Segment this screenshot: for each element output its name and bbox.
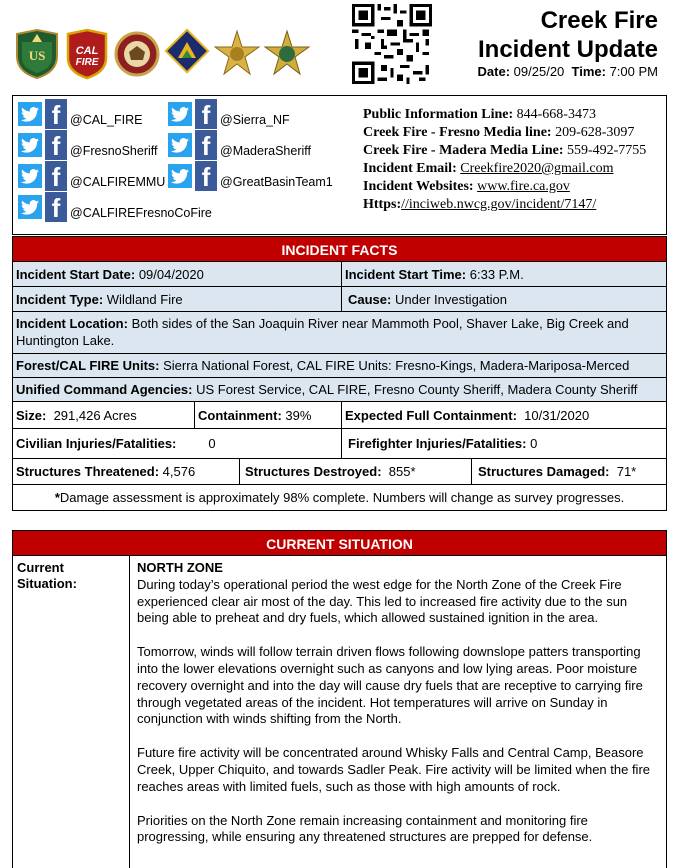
incident-facts-heading: INCIDENT FACTS	[12, 236, 667, 262]
contact-value[interactable]: 559-492-7755	[566, 143, 647, 158]
social-item[interactable]	[168, 130, 311, 160]
website-link[interactable]: www.fire.ca.gov	[477, 179, 570, 194]
date-value: 09/25/20	[513, 64, 565, 79]
twitter-icon[interactable]	[18, 102, 42, 126]
social-item[interactable]	[18, 192, 212, 222]
social-handle[interactable]: @FresnoSheriff	[70, 144, 158, 158]
social-item[interactable]	[18, 161, 165, 191]
date-label: Date:	[477, 64, 511, 79]
location-cell	[13, 312, 666, 353]
social-handle[interactable]: @CALFIREMMU	[70, 175, 166, 189]
time-value: 7:00 PM	[609, 64, 658, 79]
situation-body	[12, 556, 667, 868]
fresno-media-line	[363, 124, 646, 142]
civilian-cell	[13, 429, 341, 458]
contact-info	[363, 106, 646, 214]
full-containment-value: 10/31/2020	[524, 407, 590, 423]
firefighter-value: 0	[530, 436, 538, 451]
type-cell	[13, 287, 341, 311]
note-asterisk: *	[54, 490, 60, 505]
full-containment-label: Expected Full Containment:	[345, 407, 517, 423]
cause-value: Under Investigation	[394, 291, 507, 307]
zone-heading: NORTH ZONE	[137, 560, 223, 575]
contact-label: Creek Fire - Madera Media Line:	[363, 143, 564, 158]
fresno-sheriff-seal-icon	[114, 28, 160, 80]
type-value: Wildland Fire	[106, 291, 183, 307]
destroyed-value: 855*	[388, 464, 416, 479]
social-item[interactable]	[18, 99, 142, 129]
location-label: Incident Location:	[16, 316, 128, 331]
document-title	[478, 6, 658, 64]
svg-text:FIRE: FIRE	[75, 57, 99, 68]
contact-box	[12, 95, 667, 235]
star-badge-icon	[214, 28, 260, 80]
situation-paragraph: Future fire activity will be concentrated around Whisky Falls and Central Camp, Beasore Creek, Upper Chiquito, and towards Sadler Peak. Fire activity will be limited when the fire reaches areas with limited fuels, such as those with high amounts of rock.	[137, 745, 651, 794]
contact-label: Https:	[363, 197, 402, 212]
civilian-label: Civilian Injuries/Fatalities:	[16, 436, 177, 451]
svg-text:CAL: CAL	[75, 45, 99, 57]
social-handle[interactable]: @CALFIREFresnoCoFire	[70, 206, 212, 220]
contact-label: Creek Fire - Fresno Media line:	[363, 125, 552, 140]
contact-label: Public Information Line:	[363, 107, 514, 122]
contact-label: Incident Websites:	[363, 179, 474, 194]
threatened-label: Structures Threatened:	[16, 464, 160, 479]
size-cell	[13, 402, 194, 428]
social-handle[interactable]: @CAL_FIRE	[70, 113, 143, 127]
facts-row-type	[12, 287, 667, 312]
contact-label: Incident Email:	[363, 161, 457, 176]
contact-value[interactable]: 844-668-3473	[516, 107, 596, 122]
twitter-icon[interactable]	[18, 195, 42, 219]
start-time-cell	[341, 262, 666, 286]
destroyed-label: Structures Destroyed:	[245, 464, 382, 479]
forest-service-shield-icon	[14, 28, 60, 80]
location-value: Both sides of the San Joaquin River near Mammoth Pool, Shaver Lake, Big Creek and Huntington Lake.	[16, 316, 629, 348]
social-item[interactable]	[168, 161, 333, 191]
note-text: Damage assessment is approximately 98% complete. Numbers will change as survey progresses.	[59, 490, 625, 505]
size-label: Size:	[16, 407, 47, 423]
contact-value[interactable]: 209-628-3097	[555, 125, 635, 140]
start-date-value: 09/04/2020	[138, 266, 204, 282]
qr-code[interactable]	[352, 4, 432, 84]
twitter-icon[interactable]	[18, 164, 42, 188]
start-date-cell	[13, 262, 341, 286]
social-handle[interactable]: @Sierra_NF	[220, 113, 290, 127]
start-time-label: Incident Start Time:	[345, 266, 467, 282]
current-situation-section	[12, 530, 667, 868]
incident-websites	[363, 178, 646, 196]
facebook-icon[interactable]: f	[195, 161, 217, 191]
facts-row-structures	[12, 459, 667, 485]
social-handle[interactable]: @GreatBasinTeam1	[220, 175, 333, 189]
threatened-cell	[13, 459, 239, 484]
date-time-line	[478, 64, 658, 79]
units-label: Forest/CAL FIRE Units:	[16, 358, 160, 373]
damage-note	[13, 485, 666, 510]
threatened-value: 4,576	[162, 464, 196, 479]
cause-cell	[341, 287, 666, 311]
madera-emblem-icon	[164, 28, 210, 80]
containment-cell	[194, 402, 341, 428]
svg-text:US: US	[28, 48, 46, 63]
damaged-label: Structures Damaged:	[478, 464, 610, 479]
containment-value: 39%	[285, 407, 312, 423]
social-item[interactable]	[18, 130, 158, 160]
current-situation-heading: CURRENT SITUATION	[12, 530, 667, 556]
facts-row-size	[12, 402, 667, 429]
situation-paragraph: During today’s operational period the west edge for the North Zone of the Creek Fire experienced clear air most of the day. This led to increased fire activity due to the sun being able to preheat and dry fuels, which allowed sustained ignition in the area.	[137, 576, 628, 626]
twitter-icon[interactable]	[168, 133, 192, 157]
damaged-cell	[471, 459, 666, 484]
facts-row-location	[12, 312, 667, 354]
incident-email	[363, 160, 646, 178]
facebook-icon[interactable]: f	[45, 192, 67, 222]
twitter-icon[interactable]	[168, 164, 192, 188]
facebook-icon[interactable]: f	[195, 130, 217, 160]
damaged-value: 71*	[616, 464, 637, 479]
twitter-icon[interactable]	[18, 133, 42, 157]
type-label: Incident Type:	[16, 291, 104, 307]
title-line-2: Incident Update	[477, 36, 658, 63]
situation-paragraph: Priorities on the North Zone remain increasing containment and monitoring fire progressing, while ensuring any threatened structures are prepped for defense.	[137, 812, 593, 845]
size-value: 291,426 Acres	[53, 407, 137, 423]
facebook-icon[interactable]: f	[45, 161, 67, 191]
agencies-value: US Forest Service, CAL FIRE, Fresno County Sheriff, Madera County Sheriff	[196, 382, 638, 397]
situation-label: Current Situation:	[13, 556, 130, 868]
situation-paragraph: Tomorrow, winds will follow terrain driven flows following downslope patters transporting into the lower elevations overnight such as canyons and low lying areas. Poor moisture recovery overnight and into the day will cause dry fuels that are receptive to carrying fire through vegetated areas of the incident. Hot temperatures will arrive on Sunday in conjunction with winds shifting from the North.	[137, 644, 643, 727]
units-value: Sierra National Forest, CAL FIRE Units: Fresno-Kings, Madera-Mariposa-Merced	[163, 358, 630, 373]
units-cell	[13, 354, 666, 377]
destroyed-cell	[239, 459, 471, 484]
title-line-1: Creek Fire	[540, 7, 658, 34]
agencies-cell	[13, 378, 666, 401]
facts-row-injuries	[12, 429, 667, 459]
inciweb-line	[363, 196, 646, 214]
situation-text	[130, 556, 666, 868]
cause-label: Cause:	[348, 291, 392, 307]
twitter-icon[interactable]	[168, 102, 192, 126]
start-time-value: 6:33 P.M.	[469, 266, 524, 282]
facts-row-agencies	[12, 378, 667, 402]
cal-fire-shield-icon	[64, 28, 110, 80]
firefighter-cell	[341, 429, 666, 458]
containment-label: Containment:	[198, 407, 282, 423]
social-handle[interactable]: @MaderaSheriff	[220, 144, 311, 158]
public-info-line	[363, 106, 646, 124]
start-date-label: Incident Start Date:	[16, 266, 136, 282]
inciweb-link[interactable]: //inciweb.nwcg.gov/incident/7147/	[401, 197, 597, 212]
facebook-icon[interactable]: f	[195, 99, 217, 129]
facts-row-start	[12, 262, 667, 287]
facts-row-note	[12, 485, 667, 511]
agencies-label: Unified Command Agencies:	[16, 382, 193, 397]
email-link[interactable]: Creekfire2020@gmail.com	[460, 161, 614, 176]
facts-row-units	[12, 354, 667, 378]
civilian-value: 0	[208, 436, 216, 451]
madera-media-line	[363, 142, 646, 160]
social-item[interactable]	[168, 99, 290, 129]
facebook-icon[interactable]: f	[45, 130, 67, 160]
firefighter-label: Firefighter Injuries/Fatalities:	[348, 436, 527, 451]
star-badge-icon	[264, 28, 310, 80]
time-label: Time:	[571, 64, 606, 79]
full-containment-cell	[341, 402, 666, 428]
incident-facts-table	[12, 236, 667, 511]
facebook-icon[interactable]: f	[45, 99, 67, 129]
